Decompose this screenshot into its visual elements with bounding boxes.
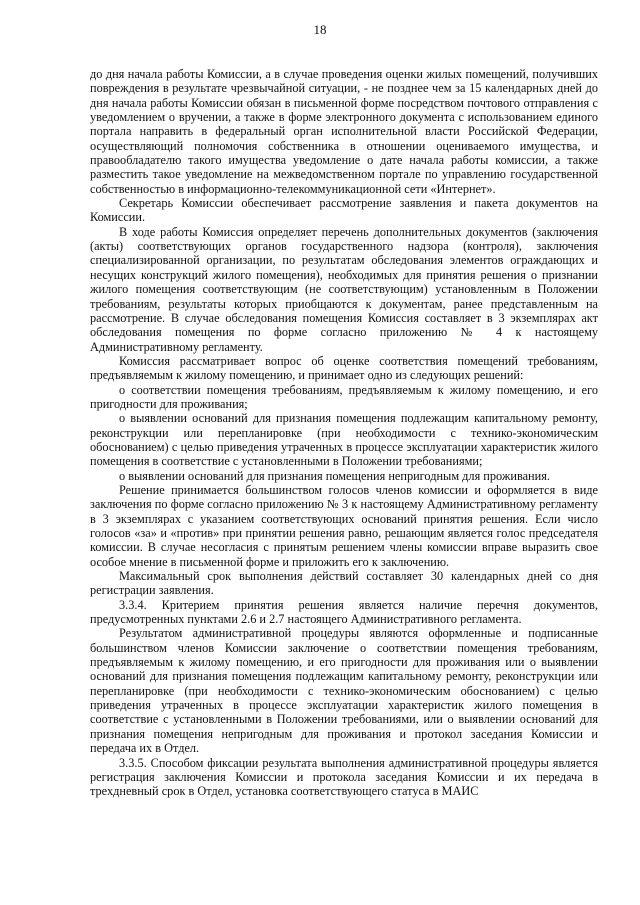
document-body <box>90 67 598 799</box>
paragraph-3: В ходе работы Комиссия определяет перечень дополнительных документов (заключения (акты) соответствующих органов государственного надзора (контроля), заключения специализированной организации, по результатам обследования элементов ограждающих и несущих конструкций жилого помещения), необходимых для принятия решения о признании жилого помещения соответствующим (не соответствующим) установленным в Положении требованиям, результаты которых приобщаются к документам, ранее представленным на рассмотрение. В случае обследования помещения Комиссия составляет в 3 экземплярах акт обследования помещения по форме согласно приложению № 4 к настоящему Административному регламенту. <box>90 224 598 354</box>
paragraph-1: до дня начала работы Комиссии, а в случае проведения оценки жилых помещений, получивших повреждения в результате чрезвычайной ситуации, - не позднее чем за 15 календарных дней до дня начала работы Комиссии обязан в письменной форме посредством почтового отправления с уведомлением о вручении, а также в форме электронного документа с использованием единого портала направить в федеральный орган исполнительной власти Российской Федерации, осуществляющий полномочия собственника в отношении оцениваемого имущества, и правообладателю такого имущества уведомление о дате начала работы комиссии, а также разместить такое уведомление на межведомственном портале по управлению государственной собственностью в информационно-телекоммуникационной сети «Интернет». <box>90 67 598 196</box>
paragraph-12: 3.3.5. Способом фиксации результата выполнения административной процедуры является регистрация заключения Комиссии и протокола заседания Комиссии и их передача в трехдневный срок в Отдел, установка соответствующего статуса в МАИС <box>90 755 598 799</box>
paragraph-2: Секретарь Комиссии обеспечивает рассмотрение заявления и пакета документов на Комиссии. <box>90 196 598 225</box>
paragraph-4: Комиссия рассматривает вопрос об оценке соответствия помещений требованиям, предъявляемым к жилому помещению, и принимает одно из следующих решений: <box>90 353 598 383</box>
paragraph-11: Результатом административной процедуры являются оформленные и подписанные большинством членов Комиссии заключение о соответствии помещения требованиям, предъявляемым к жилому помещению, и его пригодности для проживания или о выявлении оснований для признания помещения подлежащим капитальному ремонту, реконструкции или перепланировке (при необходимости с технико-экономическим обоснованием) с целью приведения утраченных в процессе эксплуатации характеристик жилого помещения в соответствие с установленными в Положении требованиями, или о выявлении оснований для признания помещения непригодным для проживания и протокол заседания Комиссии и передача их в Отдел. <box>90 626 598 756</box>
paragraph-10: 3.3.4. Критерием принятия решения является наличие перечня документов, предусмотренных пунктами 2.6 и 2.7 настоящего Административного регламента. <box>90 597 598 627</box>
page-number: 18 <box>313 22 327 37</box>
paragraph-5: о соответствии помещения требованиям, предъявляемым к жилому помещению, и его пригодности для проживания; <box>90 382 598 411</box>
paragraph-9: Максимальный срок выполнения действий составляет 30 календарных дней со дня регистрации заявления. <box>90 569 598 598</box>
paragraph-7: о выявлении оснований для признания помещения непригодным для проживания. <box>119 468 550 483</box>
paragraph-6: о выявлении оснований для признания помещения подлежащим капитальному ремонту, реконструкции или перепланировке (при необходимости с технико-экономическим обоснованием) с целью приведения утраченных в процессе эксплуатации характеристик жилого помещения в соответствие с установленными в Положении требованиями; <box>90 411 598 469</box>
paragraph-8: Решение принимается большинством голосов членов комиссии и оформляется в виде заключения по форме согласно приложению № 3 к настоящему Административному регламенту в 3 экземплярах с указанием соответствующих оснований принятия решения. Если число голосов «за» и «против» при принятии решения равно, решающим является голос председателя комиссии. В случае несогласия с принятым решением члены комиссии вправе выразить свое особое мнение в письменной форме и приложить его к заключению. <box>90 482 598 569</box>
